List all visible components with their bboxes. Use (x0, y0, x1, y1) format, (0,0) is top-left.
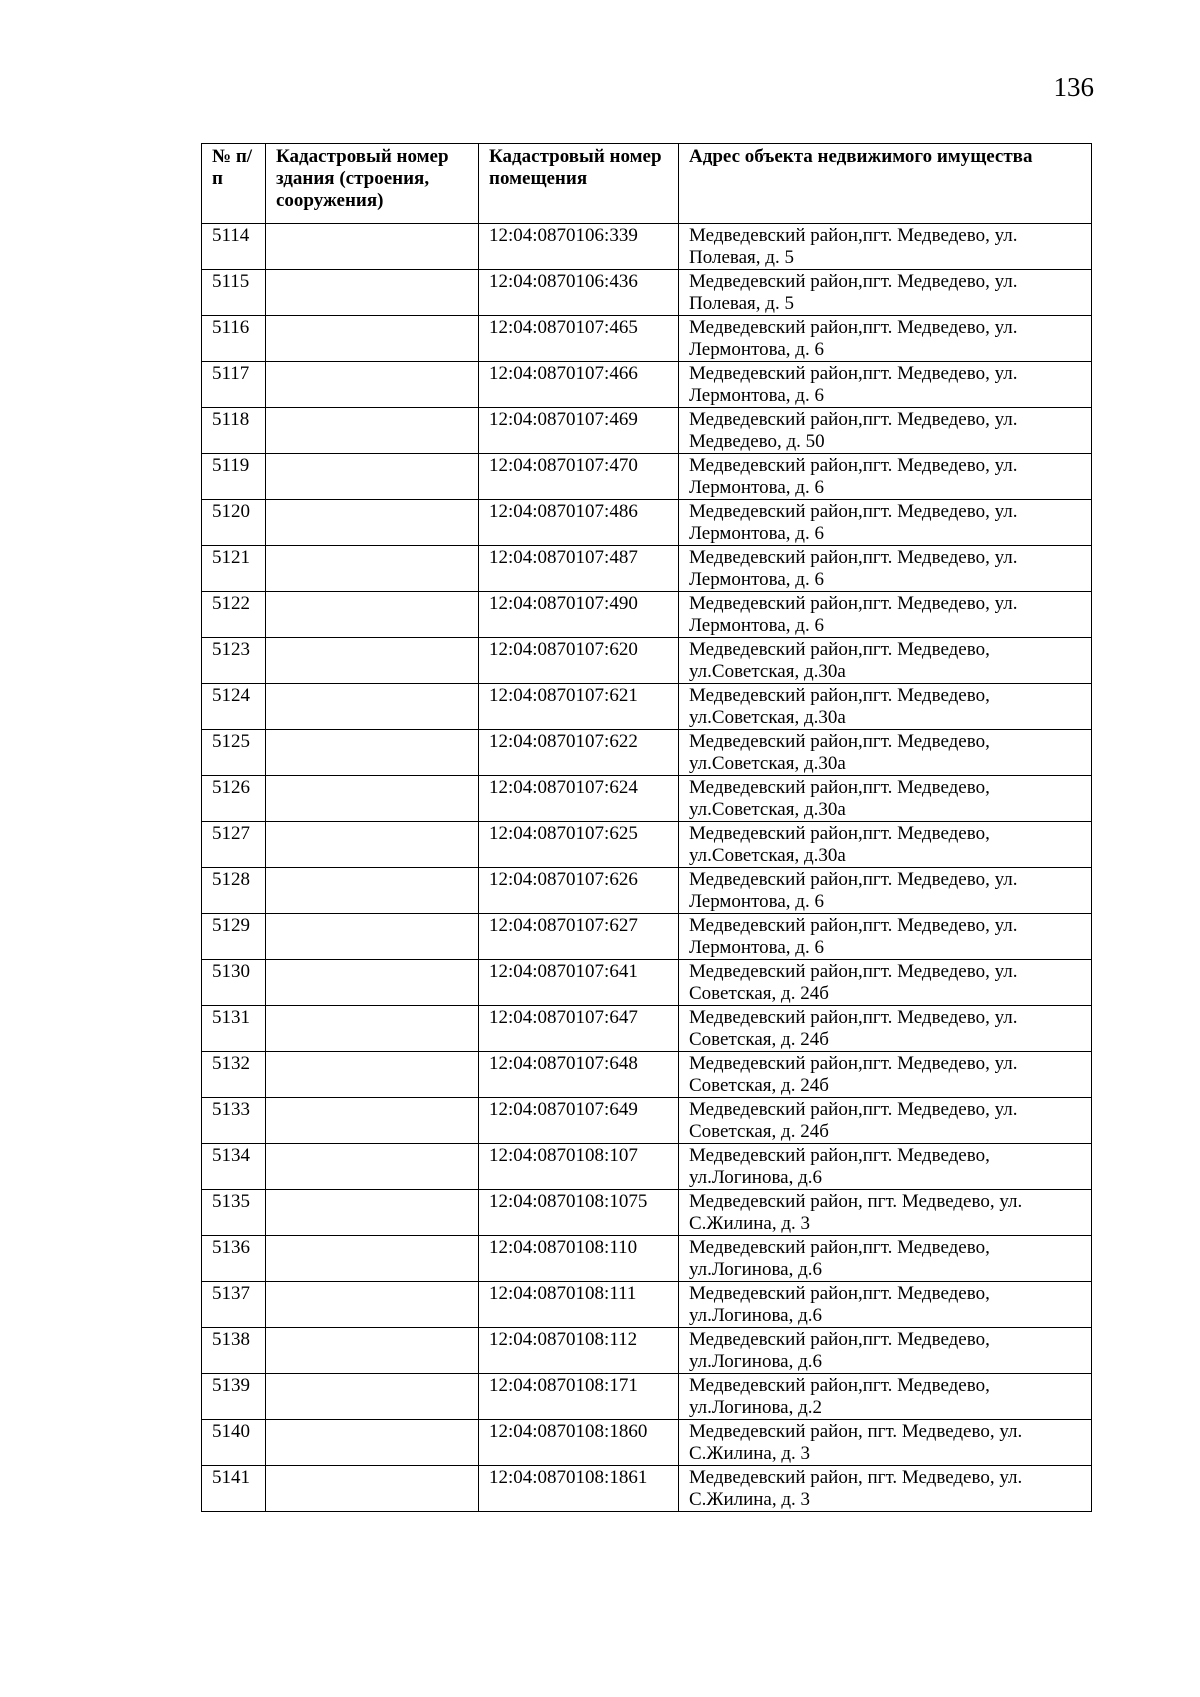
table-row (202, 592, 1092, 638)
table-row (202, 408, 1092, 454)
cell-property-address: Медведевский район,пгт. Медведево, ул. Лермонтова, д. 6 (679, 914, 1092, 960)
cell-room-cadastral-number: 12:04:0870108:107 (479, 1144, 679, 1190)
cell-building-cadastral-number (266, 960, 479, 1006)
cell-room-cadastral-number: 12:04:0870107:647 (479, 1006, 679, 1052)
cell-building-cadastral-number (266, 638, 479, 684)
table-row (202, 730, 1092, 776)
cell-property-address: Медведевский район,пгт. Медведево, ул.Советская, д.30а (679, 776, 1092, 822)
table-row (202, 1236, 1092, 1282)
cell-property-address: Медведевский район,пгт. Медведево, ул. Советская, д. 24б (679, 1052, 1092, 1098)
cell-property-address: Медведевский район,пгт. Медведево, ул.Логинова, д.6 (679, 1282, 1092, 1328)
cell-property-address: Медведевский район,пгт. Медведево, ул.Советская, д.30а (679, 822, 1092, 868)
cell-row-number: 5138 (202, 1328, 266, 1374)
cell-row-number: 5119 (202, 454, 266, 500)
cell-building-cadastral-number (266, 408, 479, 454)
cell-property-address: Медведевский район,пгт. Медведево, ул. Медведево, д. 50 (679, 408, 1092, 454)
table-row (202, 868, 1092, 914)
cell-building-cadastral-number (266, 1190, 479, 1236)
cell-property-address: Медведевский район,пгт. Медведево, ул. Советская, д. 24б (679, 1098, 1092, 1144)
cell-room-cadastral-number: 12:04:0870107:649 (479, 1098, 679, 1144)
cell-room-cadastral-number: 12:04:0870107:486 (479, 500, 679, 546)
cell-room-cadastral-number: 12:04:0870106:339 (479, 224, 679, 270)
cell-row-number: 5132 (202, 1052, 266, 1098)
cell-building-cadastral-number (266, 1144, 479, 1190)
cell-room-cadastral-number: 12:04:0870108:112 (479, 1328, 679, 1374)
cell-room-cadastral-number: 12:04:0870107:620 (479, 638, 679, 684)
cell-property-address: Медведевский район,пгт. Медведево, ул. Полевая, д. 5 (679, 270, 1092, 316)
cell-property-address: Медведевский район,пгт. Медведево, ул. Советская, д. 24б (679, 960, 1092, 1006)
cell-building-cadastral-number (266, 914, 479, 960)
cell-row-number: 5139 (202, 1374, 266, 1420)
cell-room-cadastral-number: 12:04:0870108:1861 (479, 1466, 679, 1512)
table-row (202, 1144, 1092, 1190)
cell-building-cadastral-number (266, 1328, 479, 1374)
cell-property-address: Медведевский район,пгт. Медведево, ул. Лермонтова, д. 6 (679, 362, 1092, 408)
cell-row-number: 5114 (202, 224, 266, 270)
table-row (202, 1098, 1092, 1144)
cell-row-number: 5116 (202, 316, 266, 362)
cell-building-cadastral-number (266, 362, 479, 408)
cell-row-number: 5126 (202, 776, 266, 822)
cell-room-cadastral-number: 12:04:0870108:110 (479, 1236, 679, 1282)
cell-property-address: Медведевский район,пгт. Медведево, ул. Лермонтова, д. 6 (679, 454, 1092, 500)
header-room-cadastral-number: Кадастровый номер помещения (479, 144, 679, 224)
table-row (202, 1466, 1092, 1512)
cell-building-cadastral-number (266, 730, 479, 776)
table-row (202, 776, 1092, 822)
cell-room-cadastral-number: 12:04:0870107:466 (479, 362, 679, 408)
cell-property-address: Медведевский район,пгт. Медведево, ул.Советская, д.30а (679, 730, 1092, 776)
cell-building-cadastral-number (266, 454, 479, 500)
cell-row-number: 5118 (202, 408, 266, 454)
cell-building-cadastral-number (266, 868, 479, 914)
cell-property-address: Медведевский район,пгт. Медведево, ул.Советская, д.30а (679, 638, 1092, 684)
cell-property-address: Медведевский район,пгт. Медведево, ул.Логинова, д.6 (679, 1144, 1092, 1190)
property-registry-table (201, 143, 1092, 1512)
cell-building-cadastral-number (266, 1420, 479, 1466)
cell-building-cadastral-number (266, 1052, 479, 1098)
table-row (202, 270, 1092, 316)
cell-row-number: 5131 (202, 1006, 266, 1052)
page-number: 136 (1053, 72, 1094, 102)
cell-property-address: Медведевский район,пгт. Медведево, ул. Лермонтова, д. 6 (679, 500, 1092, 546)
cell-room-cadastral-number: 12:04:0870107:625 (479, 822, 679, 868)
cell-row-number: 5127 (202, 822, 266, 868)
cell-row-number: 5135 (202, 1190, 266, 1236)
cell-room-cadastral-number: 12:04:0870108:1075 (479, 1190, 679, 1236)
cell-row-number: 5130 (202, 960, 266, 1006)
table-body (202, 224, 1092, 1512)
cell-room-cadastral-number: 12:04:0870107:487 (479, 546, 679, 592)
header-property-address: Адрес объекта недвижимого имущества (679, 144, 1092, 224)
cell-building-cadastral-number (266, 316, 479, 362)
cell-building-cadastral-number (266, 776, 479, 822)
cell-building-cadastral-number (266, 822, 479, 868)
cell-room-cadastral-number: 12:04:0870107:469 (479, 408, 679, 454)
table-row (202, 638, 1092, 684)
header-row-number: № п/п (202, 144, 266, 224)
cell-room-cadastral-number: 12:04:0870107:624 (479, 776, 679, 822)
cell-property-address: Медведевский район,пгт. Медведево, ул.Логинова, д.2 (679, 1374, 1092, 1420)
cell-row-number: 5122 (202, 592, 266, 638)
table-row (202, 1328, 1092, 1374)
table-header-row (202, 144, 1092, 224)
cell-building-cadastral-number (266, 1374, 479, 1420)
table-row (202, 1374, 1092, 1420)
table-row (202, 500, 1092, 546)
cell-property-address: Медведевский район,пгт. Медведево, ул. Лермонтова, д. 6 (679, 316, 1092, 362)
cell-building-cadastral-number (266, 224, 479, 270)
table-row (202, 546, 1092, 592)
table-row (202, 1052, 1092, 1098)
cell-room-cadastral-number: 12:04:0870106:436 (479, 270, 679, 316)
cell-room-cadastral-number: 12:04:0870108:171 (479, 1374, 679, 1420)
cell-room-cadastral-number: 12:04:0870108:1860 (479, 1420, 679, 1466)
cell-room-cadastral-number: 12:04:0870107:465 (479, 316, 679, 362)
table-row (202, 914, 1092, 960)
cell-row-number: 5141 (202, 1466, 266, 1512)
cell-row-number: 5134 (202, 1144, 266, 1190)
cell-property-address: Медведевский район,пгт. Медведево, ул.Логинова, д.6 (679, 1236, 1092, 1282)
table-row (202, 960, 1092, 1006)
cell-row-number: 5123 (202, 638, 266, 684)
cell-property-address: Медведевский район, пгт. Медведево, ул. С.Жилина, д. 3 (679, 1420, 1092, 1466)
cell-room-cadastral-number: 12:04:0870108:111 (479, 1282, 679, 1328)
cell-row-number: 5125 (202, 730, 266, 776)
cell-building-cadastral-number (266, 684, 479, 730)
cell-row-number: 5124 (202, 684, 266, 730)
cell-room-cadastral-number: 12:04:0870107:622 (479, 730, 679, 776)
cell-row-number: 5128 (202, 868, 266, 914)
table-row (202, 1190, 1092, 1236)
cell-building-cadastral-number (266, 1282, 479, 1328)
cell-room-cadastral-number: 12:04:0870107:490 (479, 592, 679, 638)
cell-building-cadastral-number (266, 592, 479, 638)
cell-room-cadastral-number: 12:04:0870107:470 (479, 454, 679, 500)
cell-room-cadastral-number: 12:04:0870107:627 (479, 914, 679, 960)
cell-row-number: 5136 (202, 1236, 266, 1282)
cell-building-cadastral-number (266, 500, 479, 546)
cell-row-number: 5129 (202, 914, 266, 960)
cell-property-address: Медведевский район,пгт. Медведево, ул.Логинова, д.6 (679, 1328, 1092, 1374)
table-row (202, 1420, 1092, 1466)
table-row (202, 454, 1092, 500)
cell-building-cadastral-number (266, 270, 479, 316)
table-row (202, 316, 1092, 362)
cell-row-number: 5140 (202, 1420, 266, 1466)
table-row (202, 684, 1092, 730)
cell-row-number: 5115 (202, 270, 266, 316)
cell-room-cadastral-number: 12:04:0870107:621 (479, 684, 679, 730)
cell-room-cadastral-number: 12:04:0870107:626 (479, 868, 679, 914)
cell-building-cadastral-number (266, 1466, 479, 1512)
cell-property-address: Медведевский район,пгт. Медведево, ул. Лермонтова, д. 6 (679, 868, 1092, 914)
cell-row-number: 5117 (202, 362, 266, 408)
cell-property-address: Медведевский район,пгт. Медведево, ул. Советская, д. 24б (679, 1006, 1092, 1052)
cell-building-cadastral-number (266, 1236, 479, 1282)
cell-building-cadastral-number (266, 1098, 479, 1144)
cell-property-address: Медведевский район,пгт. Медведево, ул. Лермонтова, д. 6 (679, 592, 1092, 638)
header-building-cadastral-number: Кадастровый номер здания (строения, сооружения) (266, 144, 479, 224)
cell-row-number: 5121 (202, 546, 266, 592)
cell-building-cadastral-number (266, 1006, 479, 1052)
cell-row-number: 5120 (202, 500, 266, 546)
cell-row-number: 5137 (202, 1282, 266, 1328)
cell-property-address: Медведевский район,пгт. Медведево, ул.Советская, д.30а (679, 684, 1092, 730)
table-row (202, 224, 1092, 270)
cell-property-address: Медведевский район, пгт. Медведево, ул. С.Жилина, д. 3 (679, 1466, 1092, 1512)
table-row (202, 362, 1092, 408)
cell-property-address: Медведевский район, пгт. Медведево, ул. С.Жилина, д. 3 (679, 1190, 1092, 1236)
cell-room-cadastral-number: 12:04:0870107:648 (479, 1052, 679, 1098)
cell-property-address: Медведевский район,пгт. Медведево, ул. Полевая, д. 5 (679, 224, 1092, 270)
cell-row-number: 5133 (202, 1098, 266, 1144)
cell-room-cadastral-number: 12:04:0870107:641 (479, 960, 679, 1006)
cell-property-address: Медведевский район,пгт. Медведево, ул. Лермонтова, д. 6 (679, 546, 1092, 592)
table-row (202, 1282, 1092, 1328)
cell-building-cadastral-number (266, 546, 479, 592)
table-row (202, 1006, 1092, 1052)
table-row (202, 822, 1092, 868)
